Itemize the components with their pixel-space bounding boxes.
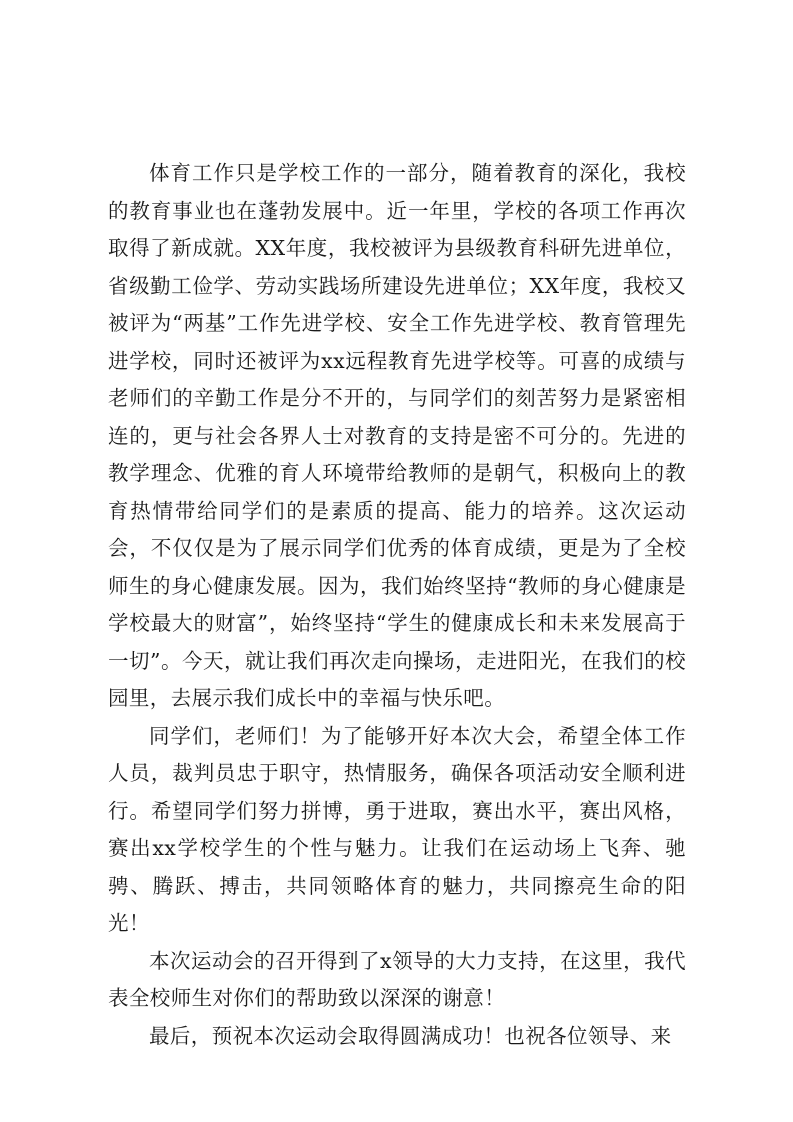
paragraph-closing: 最后，预祝本次运动会取得圆满成功！也祝各位领导、来 <box>149 1023 672 1048</box>
paragraph-achievements: 体育工作只是学校工作的一部分，随着教育的深化，我校的教育事业也在蓬勃发展中。近一年里，学校的各项工作再次取得了新成就。XX年度，我校被评为县级教育科研先进单位，省级勤工俭学、劳动实践场所建设先进单位；XX年度，我校又被评为“两基”工作先进学校、安全工作先进学校、教育管理先进学校，同时还被评为xx远程教育先进学校等。可喜的成绩与老师们的辛勤工作是分不开的，与同学们的刻苦努力是紧密相连的，更与社会各界人士对教育的支持是密不可分的。先进的教学理念、优雅的育人环境带给教师的是朝气，积极向上的教育热情带给同学们的是素质的提高、能力的培养。这次运动会，不仅仅是为了展示同学们优秀的体育成绩，更是为了全校师生的身心健康发展。因为，我们始终坚持“教师的身心健康是学校最大的财富”，始终坚持“学生的健康成长和未来发展高于一切”。今天，就让我们再次走向操场，走进阳光，在我们的校园里，去展示我们成长中的幸福与快乐吧。 <box>108 161 686 710</box>
body-text <box>108 155 686 1055</box>
paragraph-call-to-participants: 同学们，老师们！为了能够开好本次大会，希望全体工作人员，裁判员忠于职守，热情服务，确保各项活动安全顺利进行。希望同学们努力拼博，勇于进取，赛出水平，赛出风格，赛出xx学校学生的个性与魅力。让我们在运动场上飞奔、驰骋、腾跃、搏击，共同领略体育的魅力，共同擦亮生命的阳光！ <box>108 723 686 935</box>
paragraph-thanks: 本次运动会的召开得到了x领导的大力支持，在这里，我代表全校师生对你们的帮助致以深深的谢意！ <box>108 948 686 1010</box>
